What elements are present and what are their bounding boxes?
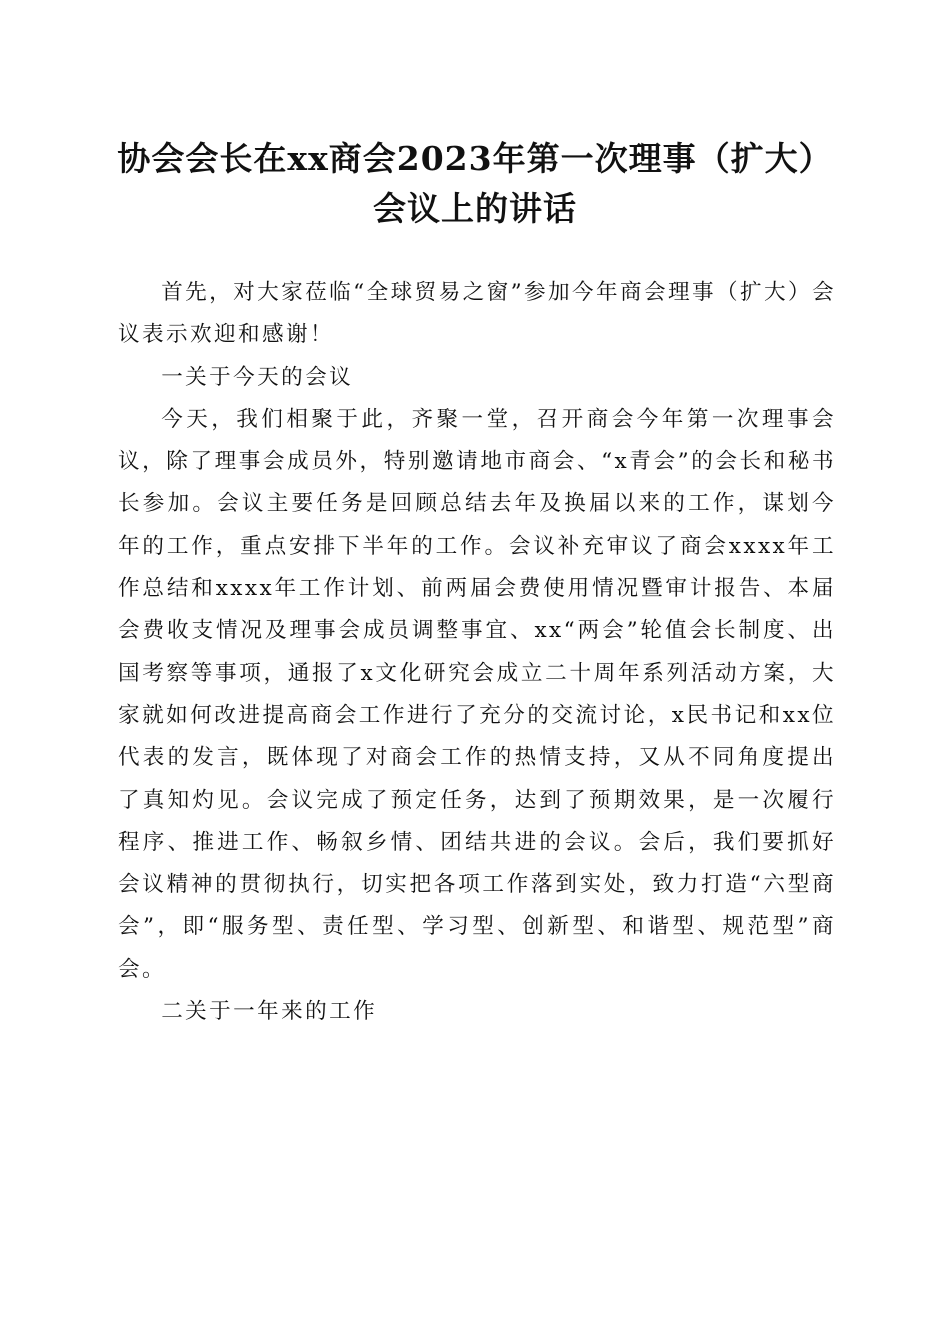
document-title: 协会会长在xx商会2023年第一次理事（扩大）会议上的讲话: [117, 139, 833, 228]
document-body: [118, 272, 836, 1033]
paragraph-meeting-summary: 今天，我们相聚于此，齐聚一堂，召开商会今年第一次理事会议，除了理事会成员外，特别邀请地市商会、“x青会”的会长和秘书长参加。会议主要任务是回顾总结去年及换届以来的工作，谋划今年的工作，重点安排下半年的工作。会议补充审议了商会xxxx年工作总结和xxxx年工作计划、前两届会费使用情况暨审计报告、本届会费收支情况及理事会成员调整事宜、xx“两会”轮值会长制度、出国考察等事项，通报了x文化研究会成立二十周年系列活动方案，大家就如何改进提高商会工作进行了充分的交流讨论，x民书记和xx位代表的发言，既体现了对商会工作的热情支持，又从不同角度提出了真知灼见。会议完成了预定任务，达到了预期效果，是一次履行程序、推进工作、畅叙乡情、团结共进的会议。会后，我们要抓好会议精神的贯彻执行，切实把各项工作落到实处，致力打造“六型商会”，即“服务型、责任型、学习型、创新型、和谐型、规范型”商会。: [118, 406, 836, 982]
paragraph-welcome: 首先，对大家莅临“全球贸易之窗”参加今年商会理事（扩大）会议表示欢迎和感谢！: [118, 280, 836, 348]
section-heading-year-work: 二关于一年来的工作: [161, 999, 378, 1025]
section-heading-today-meeting: 一关于今天的会议: [161, 364, 354, 390]
